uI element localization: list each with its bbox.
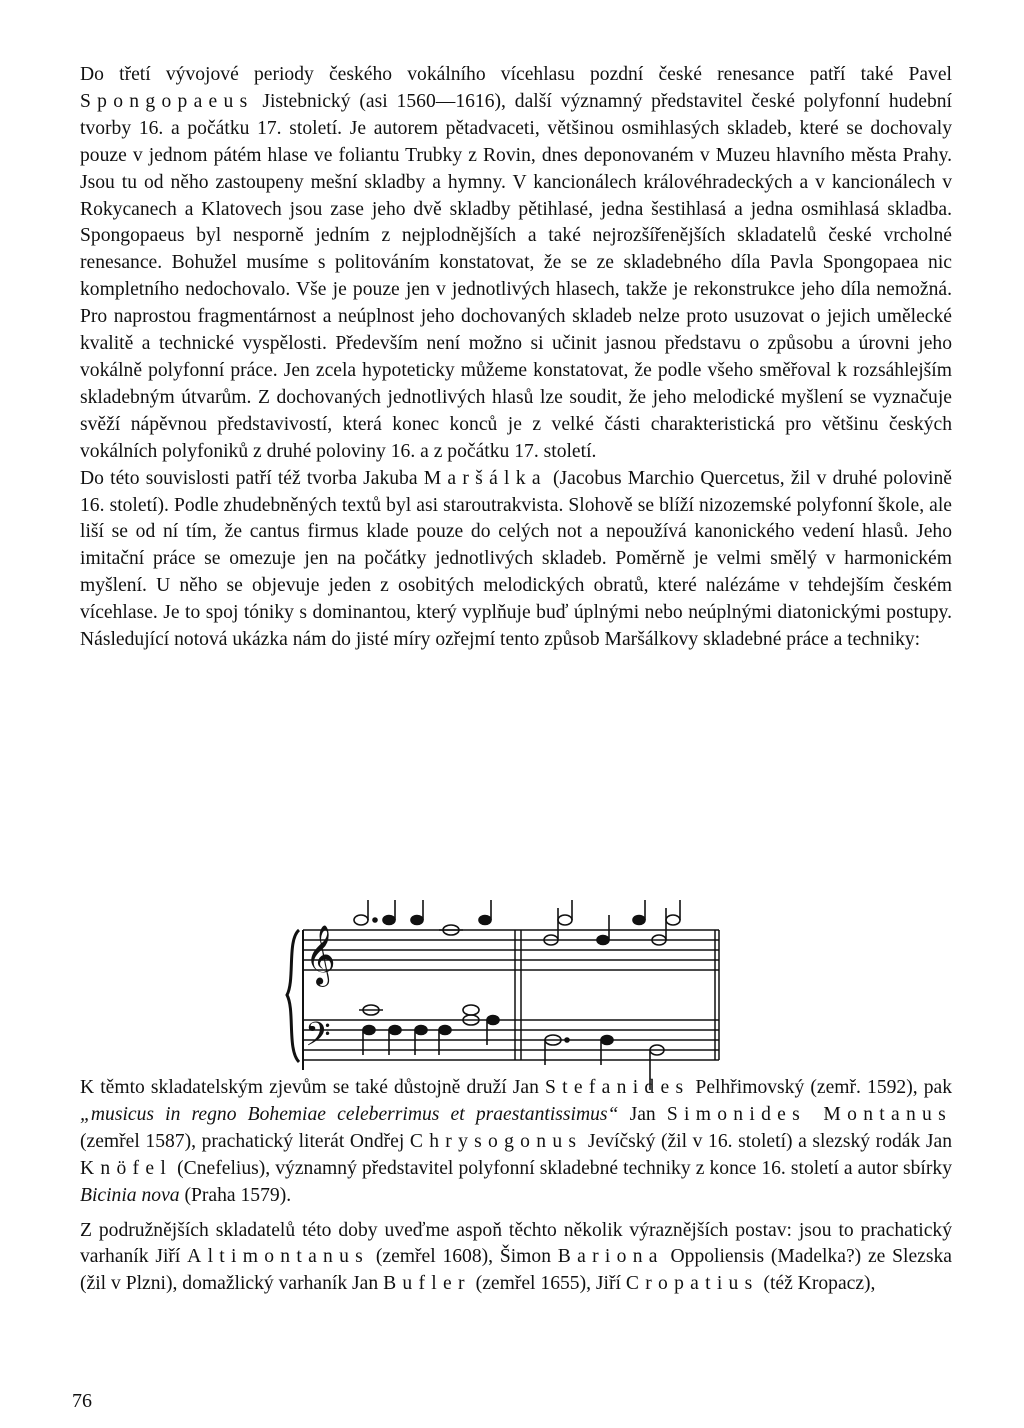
text-run: (Praha 1579). [179,1184,292,1206]
page-body-continued [80,1075,952,1298]
text-run: Do této souvislosti patří též tvorba Jakuba [80,467,424,489]
text-run: (zemřel 1587), prachatický literát Ondřej [80,1130,410,1152]
text-run: Jan [618,1103,667,1125]
text-run: (Jacobus Marchio Quercetus, žil v druhé polovině 16. století). Podle zhudebněných textů byl asi staroutrakvista. Slohově se blíží nizozemské polyfonní škole, ale liší se od ní tím, že cantus firmus klade pouze do celých not a nepoužívá kanonického vedení hlasů. Jeho imitační práce se omezuje jen na počátky jednotlivých skladeb. Poměrně je velmi smělý v harmonickém myšlení. U něho se objevuje jeden z osobitých melodických obratů, které nalézáme v tehdejším českém vícehlase. Je to spoj tóniky s dominantou, který vyplňuje buď úplnými nebo neúplnými diatonickými postupy. Následující notová ukázka nám do jisté míry ozřejmí tento způsob Maršálkovy skladebné práce a techniky: [80,467,952,651]
system-brace [287,930,299,1062]
text-run: Oppoliensis (Madelka?) ze Slezska (žil v Plzni), domažlický varhaník Jan [80,1246,952,1295]
text-run: Do třetí vývojové periody českého vokálního vícehlasu pozdní české renesance patří také Pavel [80,64,952,85]
spaced-name: Altimontanus [187,1246,370,1268]
text-run: (též Kropacz), [758,1273,876,1295]
text-run: Z podružnějších skladatelů této doby uveďme aspoň těchto několik výraznějších postav: jsou to prachatický varhaník Jiří [80,1219,952,1268]
bass-clef: 𝄢 [305,1016,331,1062]
spaced-name: Simonides Montanus [666,1103,952,1125]
text-run: (zemřel 1608), Šimon [369,1246,558,1268]
text-run: K těmto skladatelským zjevům se také důstojně druží Jan [80,1077,545,1098]
text-run: (Cnefelius), významný představitel polyfonní skladebné techniky z konce 16. století a autor sbírky [172,1157,952,1179]
spaced-name: Spongopaeus [80,90,254,112]
spaced-name: Maršálka [423,467,547,489]
treble-notes [354,900,680,945]
italic-title: Bicinia nova [80,1184,180,1206]
spaced-name: Chrysogonus [409,1130,583,1152]
paragraph-minor-composers [80,1218,952,1299]
text-run: Jevíčský (žil v 16. století) a slezský rodák Jan [582,1130,952,1152]
text-run: Pelhřimovský (zemř. 1592), pak [689,1077,953,1098]
text-run: Jistebnický (asi 1560—1616), další významný představitel české polyfonní hudební tvorby 16. a počátku 17. století. Je autorem pětadvaceti, většinou osmihlasých skladeb, které se dochovaly pouze v jednom pátém hlase ve foliantu Trubky z Rovin, dnes deponovaném v Muzeu hlavního města Prahy. Jsou tu od něho zastoupeny mešní skladby a hymny. V kancionálech královéhradeckých a v kancionálech v Rokycanech a Klatovech jsou zase jeho dvě skladby pětihlasé, jedna šestihlasá a jedna osmihlasá skladba. Spongopaeus byl nesporně jedním z nejplodnějších a také nejrozšířenějších skladatelů české vrcholné renesance. Bohužel musíme s politováním konstatovat, že se ze skladebného díla Pavla Spongopaea nic kompletního nedochovalo. Vše je pouze jen v jednotlivých hlasech, takže je rekonstrukce jeho díla nemožná. Pro naprostou fragmentárnost a neúplnost jeho dochovaných skladeb nelze proto usuzovat o jejich umělecké kvalitě a technické vyspělosti. Především není možno si učinit jasnou představu o způsobu a úrovni jeho vokálně polyfonní práce. Jen zcela hypoteticky můžeme konstatovat, že podle všeho směřoval k rozsáhlejším skladebným útvarům. Z dochovaných jednotlivých hlasů lze soudit, že jeho melodické myšlení se vyznačuje svěží nápěvnou představivostí, která konec konců je z velké části charakteristická pro většinu českých vokálních polyfoniků z druhé poloviny 16. a z počátku 17. století. [80,90,952,462]
paragraph-marsalek [80,466,952,654]
spaced-name: Knöfel [80,1157,173,1179]
treble-clef: 𝄞 [305,925,336,985]
spaced-name: Stefanides [545,1077,690,1098]
music-example [283,900,733,1095]
spaced-name: Bariona [557,1246,664,1268]
text-run: (zemřel 1655), Jiří [470,1273,626,1295]
page-body [80,62,952,654]
paragraph-spongopaeus [80,62,952,466]
spaced-name: Cropatius [625,1273,759,1295]
page-number: 76 [72,1390,92,1412]
italic-quote: „musicus in regno Bohemiae celeberrimus et praestantissimus“ [80,1103,619,1125]
spaced-name: Bufler [383,1273,471,1295]
paragraph-composers [80,1075,952,1210]
